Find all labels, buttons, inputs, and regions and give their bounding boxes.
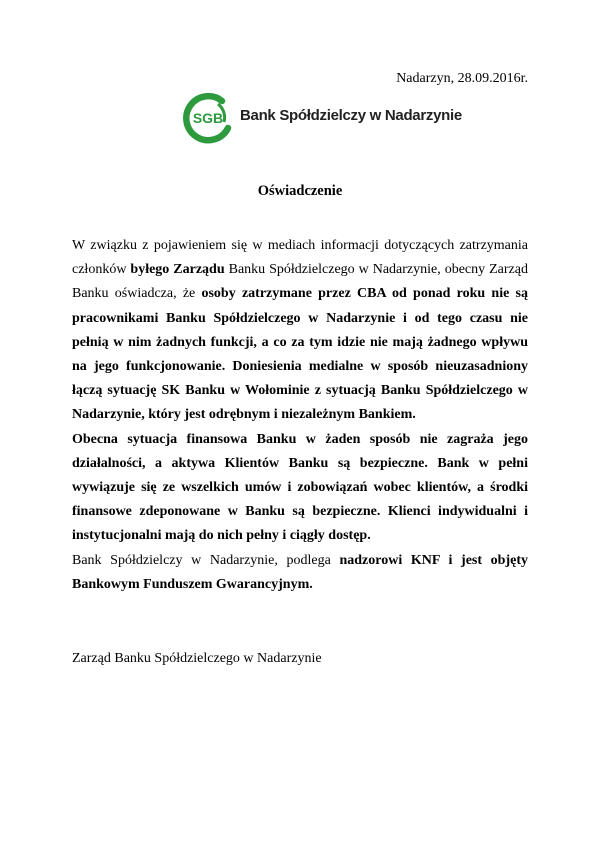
statement-body [72,234,528,597]
paragraph-3-segment: nadzorowi KNF i jest objęty Bankowym Funduszem Gwarancyjnym. [72,552,528,592]
signature-line: Zarząd Banku Spółdzielczego w Nadarzynie [72,651,322,666]
paragraph-1 [72,234,528,428]
document-title: Oświadczenie [257,183,343,199]
paragraph-3 [72,549,528,597]
paragraph-1-segment: Banku Spółdzielczego w Nadarzynie, obecny Zarząd Banku oświadcza, że [72,262,528,302]
paragraph-1-segment: byłego Zarządu [130,262,225,278]
paragraph-2-segment: Obecna sytuacja finansowa Banku w żaden sposób nie zagraża jego działalności, a aktywa Klientów Banku są bezpieczne. Bank w pełni wywiązuje się ze wszelkich umów i zobowiązań wobec klientów, a środki finansowe zdeponowane w Banku są bezpieczne. Klienci indywidualni i instytucjonalni mają do nich pełny i ciągły dostęp. [72,431,528,544]
paragraph-3-segment: Bank Spółdzielczy w Nadarzynie, podlega [72,552,340,568]
sgb-logo-icon [182,92,234,144]
paragraph-2 [72,428,528,549]
bank-name: Bank Spółdzielczy w Nadarzynie [240,106,462,124]
date-line: Nadarzyn, 28.09.2016r. [396,71,528,86]
bank-logo [182,92,462,144]
logo-mark-text: SGB [192,110,224,126]
paragraph-1-segment: osoby zatrzymane przez CBA od ponad roku nie są pracownikami Banku Spółdzielczego w Nadarzynie i od tego czasu nie pełnią w nim żadnych funkcji, a co za tym idzie nie mają żadnego wpływu na jego funkcjonowanie. Doniesienia medialne w sposób nieuzasadniony łączą sytuację SK Banku w Wołominie z sytuacją Banku Spółdzielczego w Nadarzynie, który jest odrębnym i niezależnym Bankiem. [72,286,528,423]
paragraph-1-segment: W związku z pojawieniem się w mediach informacji dotyczących zatrzymania członków [72,238,528,278]
